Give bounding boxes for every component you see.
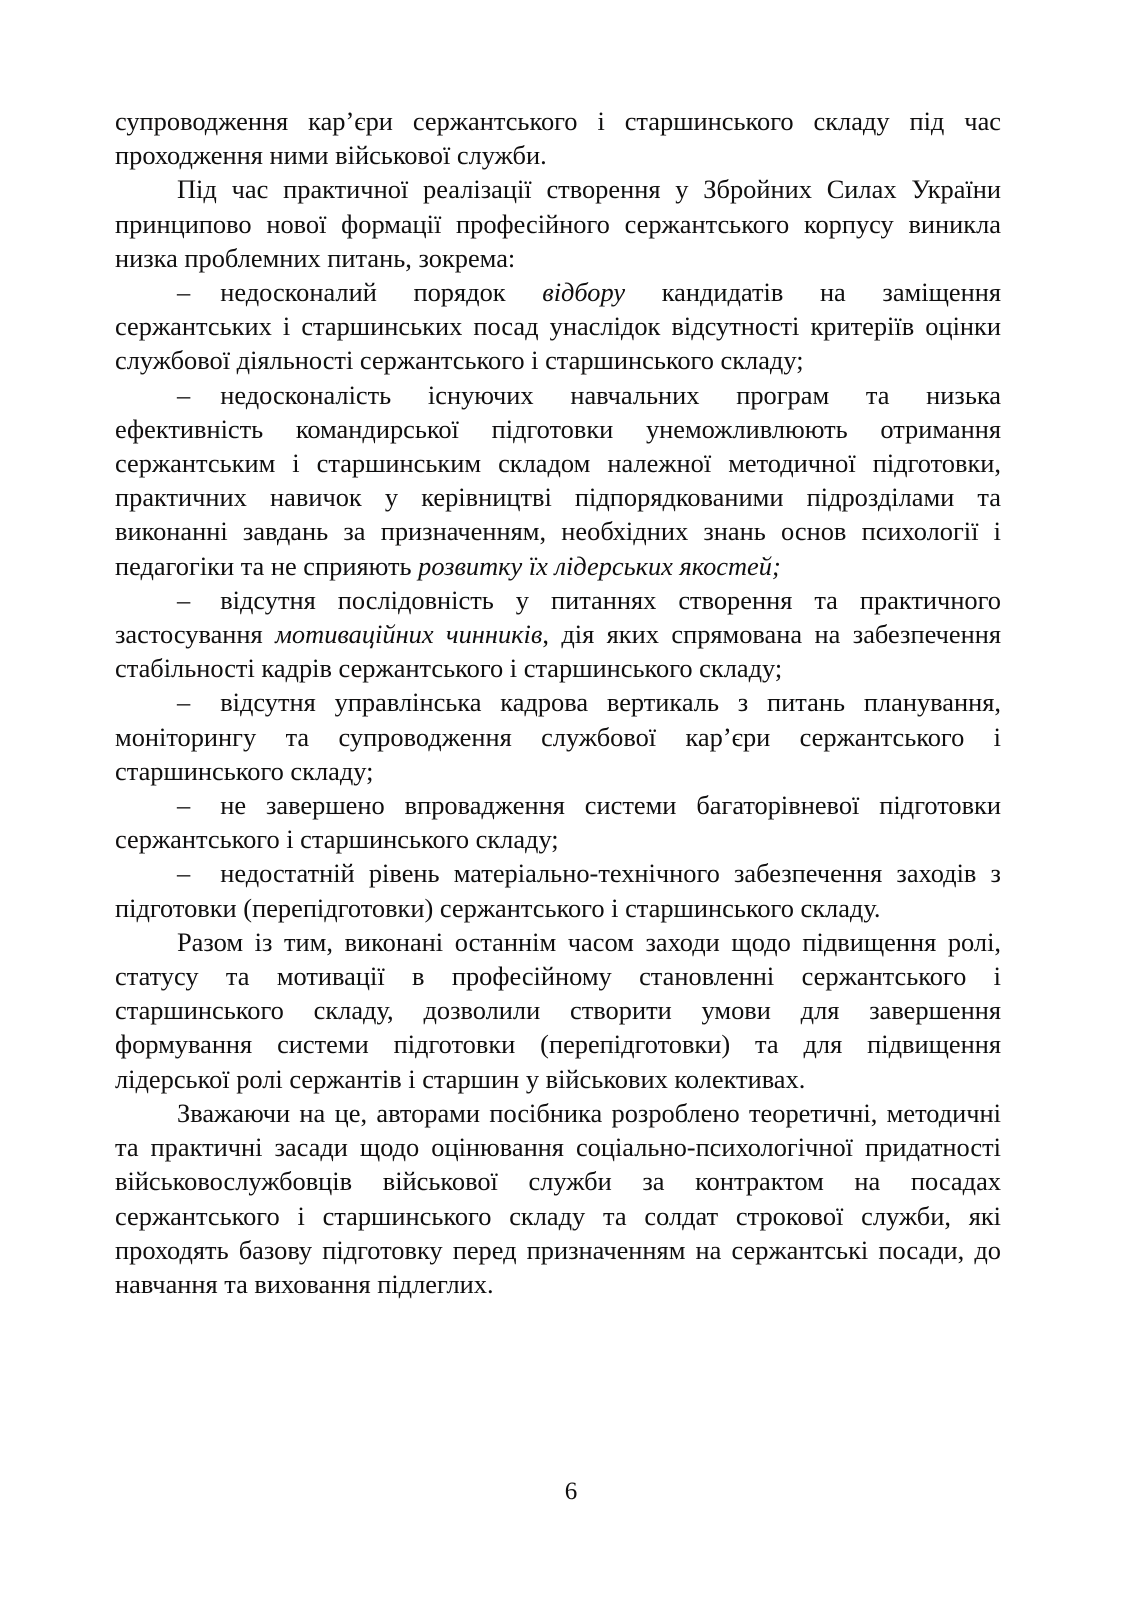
bullet-item-4 (115, 685, 1001, 788)
bullet-item-6 (115, 856, 1001, 924)
bullet-item-1-text-a: недосконалий порядок (220, 277, 543, 308)
bullet-dash-icon: – (177, 858, 191, 889)
bullet-item-1 (115, 275, 1001, 378)
paragraph-continuation: супроводження кар’єри сержантського і старшинського складу під час проходження ними військової служби. (115, 106, 1001, 171)
paragraph-razom: Разом із тим, виконані останнім часом заходи щодо підвищення ролі, статусу та мотивації в професійному становленні сержантського і старшинського складу, дозволили створити умови для завершення формування системи підготовки (перепідготовки) та для підвищення лідерської ролі сержантів і старшин у військових колективах. (115, 926, 1001, 1094)
bullet-item-2-emphasis: розвитку їх лідерських якостей; (418, 550, 781, 581)
body-text-block (115, 104, 1001, 1301)
bullet-item-1-emphasis: відбору (542, 277, 626, 308)
bullet-item-6-text: недостатній рівень матеріально-технічного забезпечення заходів з підготовки (перепідготовки) сержантського і старшинського складу. (115, 858, 1001, 923)
bullet-dash-icon: – (177, 790, 191, 821)
bullet-dash-icon: – (177, 584, 191, 615)
bullet-item-4-text: відсутня управлінська кадрова вертикаль з питань планування, моніторингу та супроводження службової кар’єри сержантського і старшинського складу; (115, 687, 1001, 786)
bullet-dash-icon: – (177, 687, 191, 718)
bullet-item-5 (115, 788, 1001, 856)
bullet-item-3-text-a: відсутня послідовність у питаннях створення та практичного застосування (115, 584, 1001, 650)
bullet-item-3-emphasis: мотиваційних чинників (275, 619, 543, 650)
bullet-item-5-text: не завершено впровадження системи багаторівневої підготовки сержантського і старшинського складу; (115, 790, 1001, 855)
paragraph-intro: Під час практичної реалізації створення у Збройних Силах України принципово нової формації професійного сержантського корпусу виникла низка проблемних питань, зокрема: (115, 174, 1001, 273)
bullet-item-2-text-a: недосконалість існуючих навчальних програм та низька ефективність командирської підготовки унеможливлюють отримання сержантським і старшинським складом належної методичної підготовки, практичних навичок у керівництві підпорядкованими підрозділами та виконанні завдань за призначенням, необхідних знань основ психології і педагогіки та не сприяють (115, 379, 1001, 581)
page-number: 6 (564, 1478, 578, 1505)
bullet-dash-icon: – (177, 277, 191, 308)
bullet-item-2 (115, 378, 1001, 583)
bullet-item-3 (115, 583, 1001, 686)
bullet-item-3-text-b: , дія яких спрямована на забезпечення стабільності кадрів сержантського і старшинського складу; (115, 619, 1001, 684)
paragraph-zvazhayuchy: Зважаючи на це, авторами посібника розроблено теоретичні, методичні та практичні засади щодо оцінювання соціально-психологічної придатності військовослужбовців військової служби за контрактом на посадах сержантського і старшинського складу та солдат строкової служби, які проходять базову підготовку перед призначенням на сержантські посади, до навчання та виховання підлеглих. (115, 1097, 1001, 1299)
bullet-dash-icon: – (177, 379, 191, 410)
bullet-item-1-text-b: кандидатів на заміщення сержантських і старшинських посад унаслідок відсутності критеріїв оцінки службової діяльності сержантського і старшинського складу; (115, 277, 1002, 376)
